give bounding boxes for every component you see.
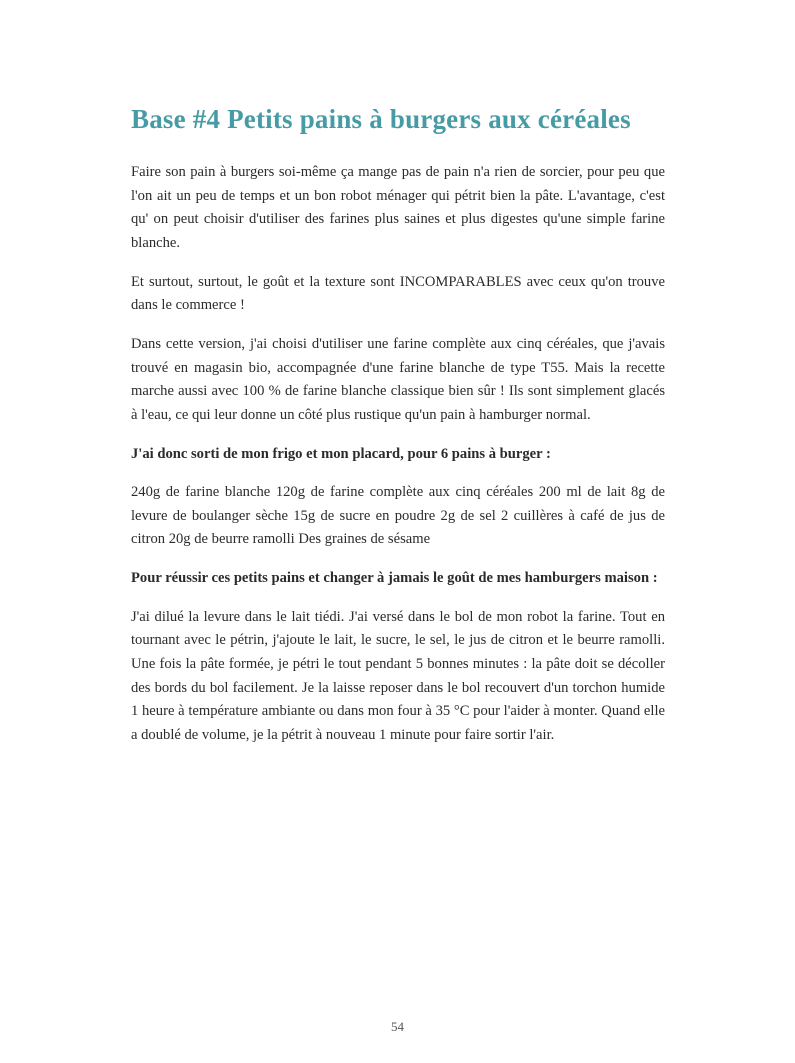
paragraph-version: Dans cette version, j'ai choisi d'utiliser une farine complète aux cinq céréales, que j'avais trouvé en magasin bio, accompagnée d'une farine blanche de type T55. Mais la recette marche aussi avec 100 % de farine blanche classique bien sûr ! Ils sont simplement glacés à l'eau, ce qui leur donne un côté plus rustique qu'un pain à hamburger normal. [131,335,665,423]
paragraph-method: J'ai dilué la levure dans le lait tiédi. J'ai versé dans le bol de mon robot la farine. Tout en tournant avec le pétrin, j'ajoute le lait, le sucre, le sel, le jus de citron et le beurre ramolli. Une fois la pâte formée, je pétri le tout pendant 5 bonnes minutes : la pâte doit se décoller des bords du bol facilement. Je la laisse reposer dans le bol recouvert d'un torchon humide 1 heure à température ambiante ou dans mon four à 35 °C pour l'aider à monter. Quand elle a doublé de volume, je la pétrit à nouveau 1 minute pour faire sortir l'air. [131,608,665,743]
page-title: Base #4 Petits pains à burgers aux céréales [131,104,631,134]
page-number: 54 [391,1019,404,1034]
paragraph-ingredients-list: 240g de farine blanche 120g de farine complète aux cinq céréales 200 ml de lait 8g de levure de boulanger sèche 15g de sucre en poudre 2g de sel 2 cuillères à café de jus de citron 20g de beurre ramolli Des graines de sésame [131,484,665,548]
paragraph-method-heading: Pour réussir ces petits pains et changer à jamais le goût de mes hamburgers maison : [131,570,658,587]
paragraph-taste: Et surtout, surtout, le goût et la texture sont INCOMPARABLES avec ceux qu'on trouve dans le commerce ! [131,273,665,314]
paragraph-intro: Faire son pain à burgers soi-même ça mange pas de pain n'a rien de sorcier, pour peu que l'on ait un peu de temps et un bon robot ménager qui pétrit bien la pâte. L'avantage, c'est qu' on peut choisir d'utiliser des farines plus saines et plus digestes qu'une simple farine blanche. [131,164,665,252]
paragraph-ingredients-heading: J'ai donc sorti de mon frigo et mon placard, pour 6 pains à burger : [131,445,551,462]
page-content [131,100,665,763]
